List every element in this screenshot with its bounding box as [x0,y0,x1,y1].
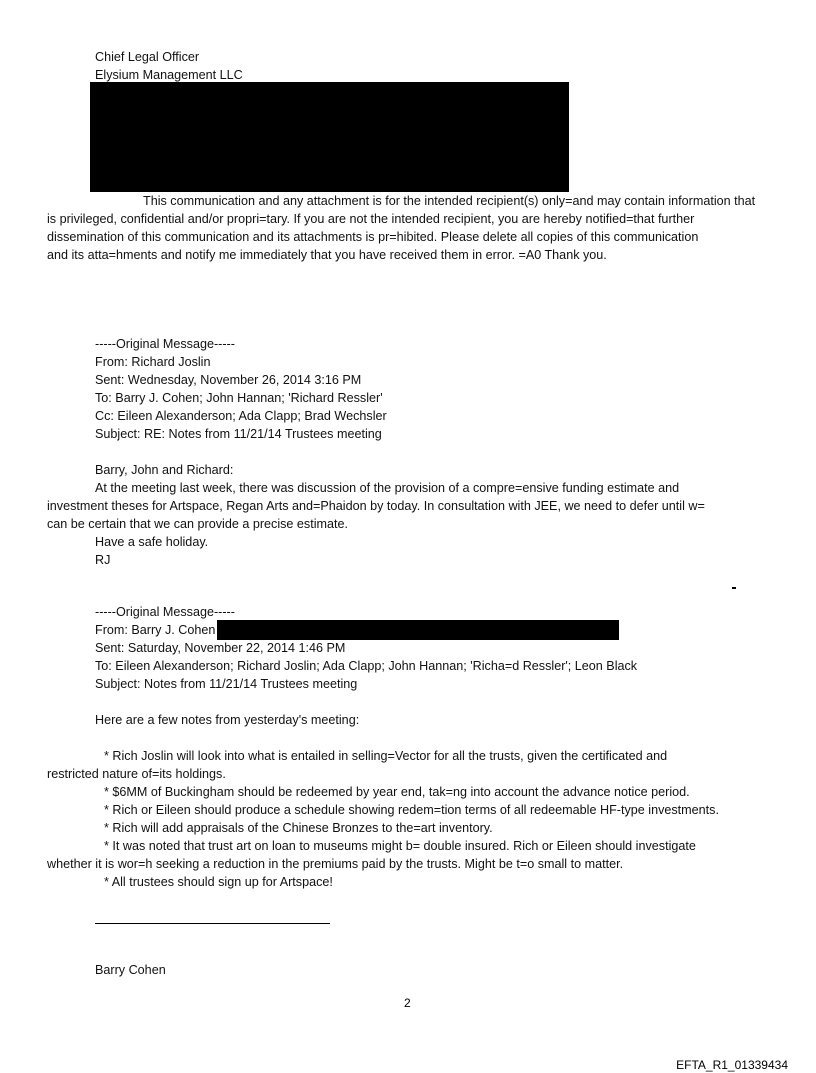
disclaimer-line: This communication and any attachment is for the intended recipient(s) only=and may contain information that [143,194,756,208]
redaction-block [217,620,619,640]
original-message-header: -----Original Message----- [95,605,235,619]
email-cc: Cc: Eileen Alexanderson; Ada Clapp; Brad Wechsler [95,409,387,423]
email-from: From: Barry J. Cohen [95,623,216,637]
signature-title: Chief Legal Officer [95,50,200,64]
email-sent: Sent: Saturday, November 22, 2014 1:46 PM [95,641,346,655]
email-initials: RJ [95,553,111,567]
email-body-line: can be certain that we can provide a precise estimate. [47,517,349,531]
email-signoff: Barry Cohen [95,963,166,977]
signature-rule [95,923,330,924]
email-from: From: Richard Joslin [95,355,211,369]
email-sent: Sent: Wednesday, November 26, 2014 3:16 PM [95,373,362,387]
disclaimer-line: dissemination of this communication and its attachments is pr=hibited. Please delete all copies of this communication [47,230,699,244]
bullet-line: whether it is wor=h seeking a reduction in the premiums paid by the trusts. Might be t=o small to matter. [47,857,624,871]
bullet-line: * Rich Joslin will look into what is entailed in selling=Vector for all the trusts, given the certificated and [104,749,668,763]
stray-mark [732,587,736,589]
email-body-line: At the meeting last week, there was discussion of the provision of a compre=ensive funding estimate and [95,481,680,495]
signature-company: Elysium Management LLC [95,68,243,82]
original-message-header: -----Original Message----- [95,337,235,351]
bullet-line: * All trustees should sign up for Artspace! [104,875,333,889]
email-to: To: Eileen Alexanderson; Richard Joslin; Ada Clapp; John Hannan; 'Richa=d Ressler'; Leon Black [95,659,638,673]
bullet-line: * It was noted that trust art on loan to museums might b= double insured. Rich or Eileen should investigate [104,839,696,853]
bullet-line: * Rich or Eileen should produce a schedule showing redem=tion terms of all redeemable HF-type investments. [104,803,719,817]
email-intro: Here are a few notes from yesterday's meeting: [95,713,360,727]
bates-number: EFTA_R1_01339434 [676,1058,788,1072]
email-body-line: investment theses for Artspace, Regan Arts and=Phaidon by today. In consultation with JEE, we need to defer until w= [47,499,705,513]
email-subject: Subject: RE: Notes from 11/21/14 Trustees meeting [95,427,382,441]
email-greeting: Barry, John and Richard: [95,463,234,477]
email-to: To: Barry J. Cohen; John Hannan; 'Richard Ressler' [95,391,383,405]
bullet-line: * Rich will add appraisals of the Chinese Bronzes to the=art inventory. [104,821,493,835]
disclaimer-line: and its atta=hments and notify me immediately that you have received them in error. =A0 Thank you. [47,248,607,262]
disclaimer-line: is privileged, confidential and/or propri=tary. If you are not the intended recipient, you are hereby notified=that further [47,212,695,226]
email-closing: Have a safe holiday. [95,535,209,549]
page-number: 2 [404,996,411,1010]
bullet-line: restricted nature of=its holdings. [47,767,226,781]
bullet-line: * $6MM of Buckingham should be redeemed by year end, tak=ng into account the advance notice period. [104,785,690,799]
redaction-block [90,82,569,192]
email-subject: Subject: Notes from 11/21/14 Trustees meeting [95,677,358,691]
